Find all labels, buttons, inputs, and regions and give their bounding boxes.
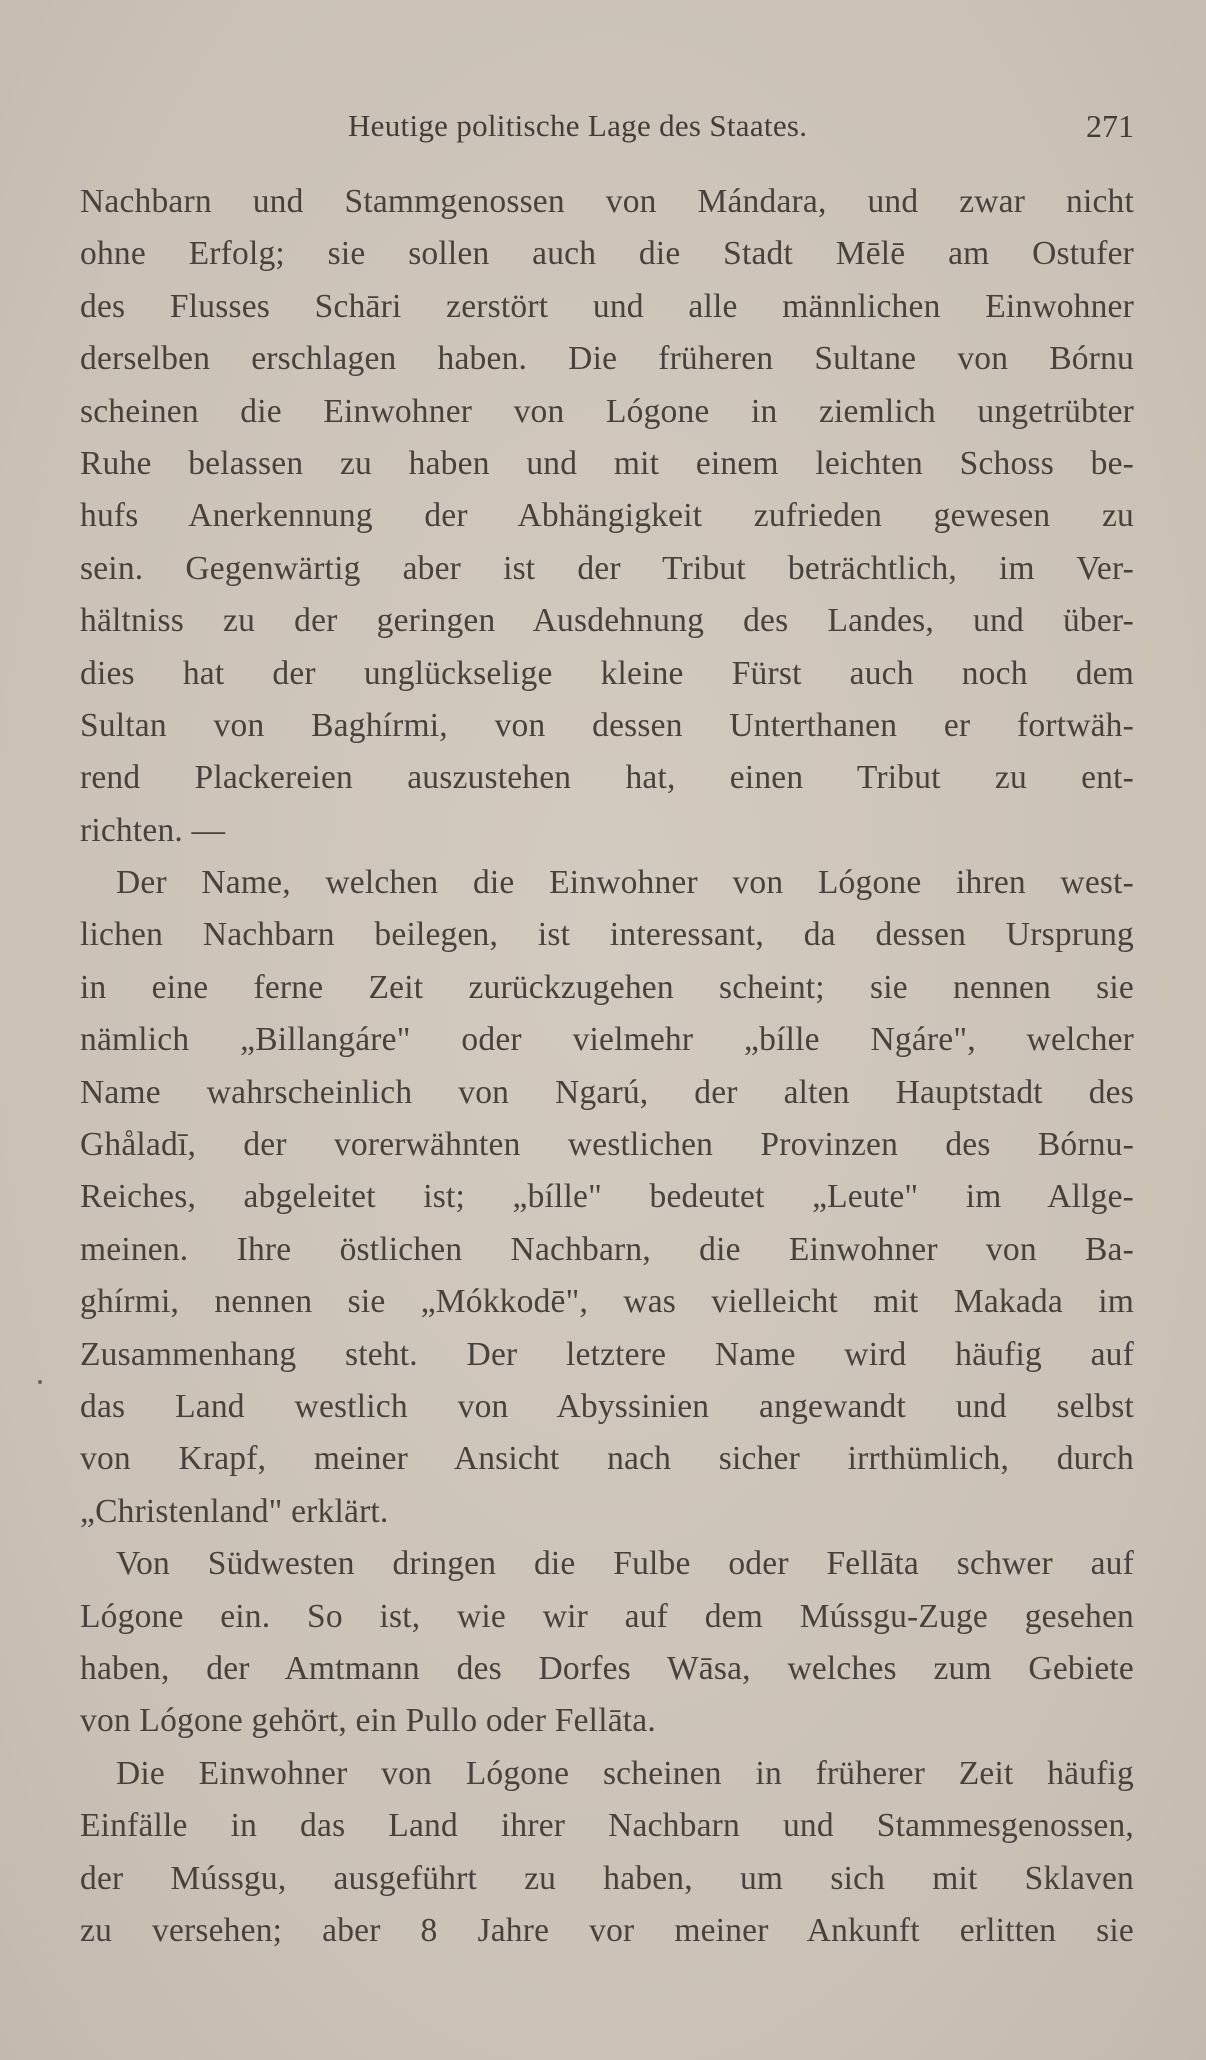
text-line: haben, der Amtmann des Dorfes Wāsa, welches zum Gebiete	[80, 1649, 1134, 1687]
text-line: Lógone ein. So ist, wie wir auf dem Mússgu-Zuge gesehen	[80, 1597, 1134, 1635]
text-line: Nachbarn und Stammgenossen von Mándara, und zwar nicht	[80, 183, 1134, 220]
text-line: Die Einwohner von Lógone scheinen in früherer Zeit häufig	[116, 1754, 1134, 1792]
text-line: in eine ferne Zeit zurückzugehen scheint; sie nennen sie	[80, 968, 1134, 1006]
text-line: ohne Erfolg; sie sollen auch die Stadt Mēlē am Ostufer	[80, 235, 1134, 273]
text-line: scheinen die Einwohner von Lógone in ziemlich ungetrübter	[80, 392, 1134, 430]
text-line: Sultan von Baghírmi, von dessen Unterthanen er fortwäh-	[80, 706, 1134, 744]
running-header	[348, 104, 1134, 148]
text-line: Zusammenhang steht. Der letztere Name wird häufig auf	[80, 1335, 1134, 1373]
text-line: rend Plackereien auszustehen hat, einen Tribut zu ent-	[80, 759, 1134, 797]
text-line: Einfälle in das Land ihrer Nachbarn und Stammesgenossen,	[80, 1807, 1134, 1845]
text-line: zu versehen; aber 8 Jahre vor meiner Ankunft erlitten sie	[80, 1911, 1134, 1949]
text-line: hältniss zu der geringen Ausdehnung des Landes, und über-	[80, 602, 1134, 640]
text-line: meinen. Ihre östlichen Nachbarn, die Einwohner von Ba-	[80, 1230, 1134, 1268]
ink-speck	[38, 1380, 42, 1384]
text-line: des Flusses Schāri zerstört und alle männlichen Einwohner	[80, 287, 1134, 325]
text-line: ghírmi, nennen sie „Mókkodē", was vielleicht mit Makada im	[80, 1283, 1134, 1321]
text-line: Name wahrscheinlich von Ngarú, der alten Hauptstadt des	[80, 1073, 1134, 1111]
text-line: richten. —	[80, 811, 226, 849]
text-line: lichen Nachbarn beilegen, ist interessant, da dessen Ursprung	[80, 916, 1134, 954]
body-text	[80, 176, 1134, 1957]
text-line: „Christenland" erklärt.	[80, 1492, 389, 1530]
running-title: Heutige politische Lage des Staates.	[348, 108, 808, 143]
text-line: sein. Gegenwärtig aber ist der Tribut beträchtlich, im Ver-	[80, 549, 1134, 587]
text-line: Ghåladī, der vorerwähnten westlichen Provinzen des Bórnu-	[80, 1126, 1134, 1164]
text-line: nämlich „Billangáre" oder vielmehr „bílle Ngáre", welcher	[80, 1021, 1134, 1059]
text-line: der Mússgu, ausgeführt zu haben, um sich mit Sklaven	[80, 1859, 1134, 1897]
text-line: Reiches, abgeleitet ist; „bílle" bedeutet „Leute" im Allge-	[80, 1178, 1134, 1216]
text-line: Der Name, welchen die Einwohner von Lógone ihren west-	[116, 864, 1134, 902]
text-line: von Lógone gehört, ein Pullo oder Fellāta.	[80, 1702, 656, 1740]
text-line: von Krapf, meiner Ansicht nach sicher irrthümlich, durch	[80, 1440, 1134, 1478]
page-number: 271	[1086, 108, 1134, 144]
text-line: dies hat der unglückselige kleine Fürst auch noch dem	[80, 654, 1134, 692]
text-line: das Land westlich von Abyssinien angewandt und selbst	[80, 1387, 1134, 1425]
text-line: derselben erschlagen haben. Die früheren Sultane von Bórnu	[80, 340, 1134, 378]
text-line: hufs Anerkennung der Abhängigkeit zufrieden gewesen zu	[80, 497, 1134, 535]
text-line: Ruhe belassen zu haben und mit einem leichten Schoss be-	[80, 444, 1134, 482]
text-line: Von Südwesten dringen die Fulbe oder Fellāta schwer auf	[116, 1545, 1134, 1583]
